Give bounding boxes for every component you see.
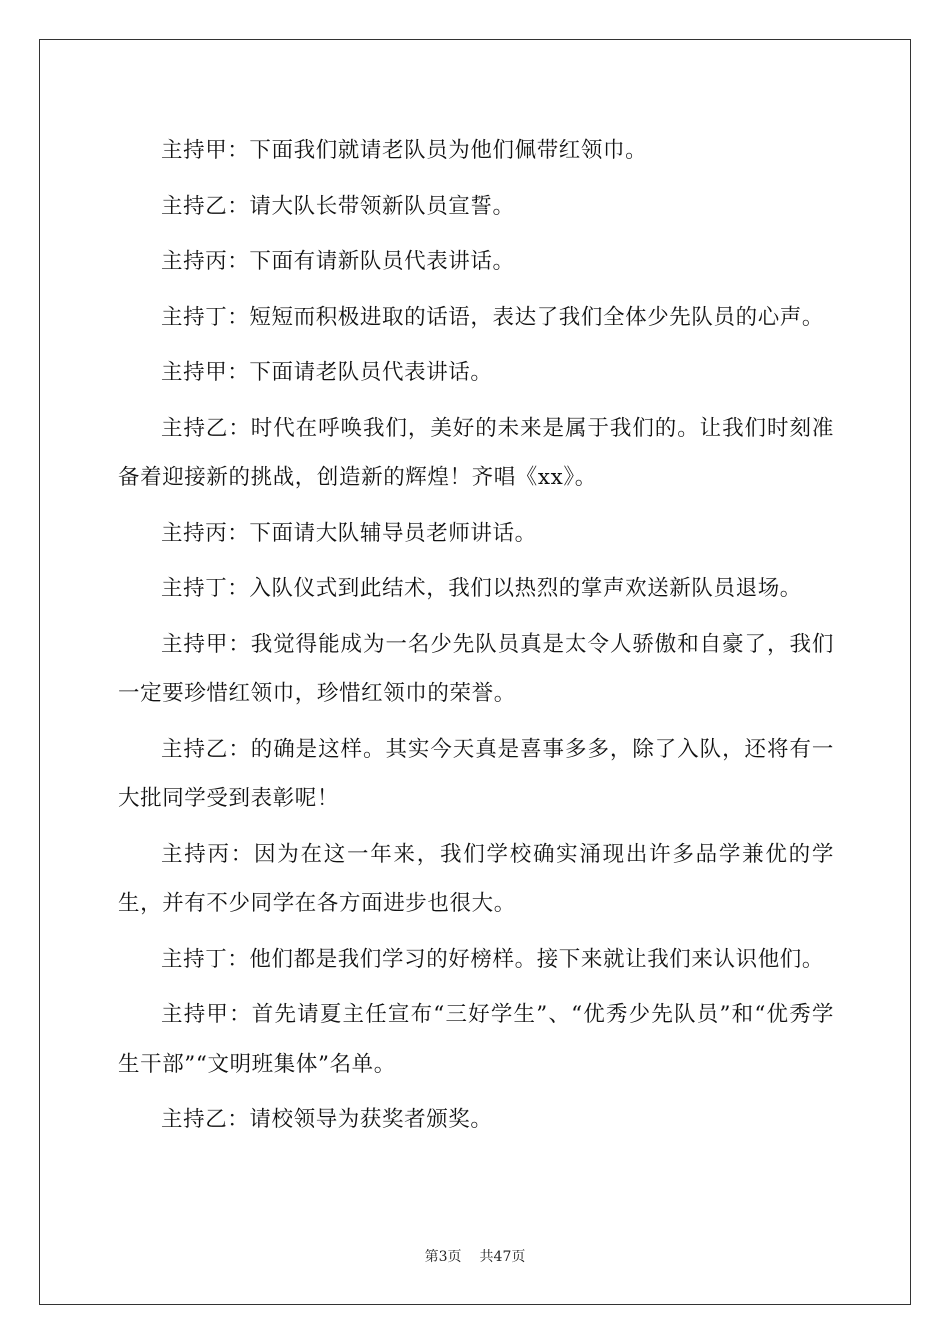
page-number: 第3页 bbox=[424, 1249, 462, 1265]
paragraph: 主持乙：时代在呼唤我们，美好的未来是属于我们的。让我们时刻准备着迎接新的挑战，创造新的辉煌！齐唱《xx》。 bbox=[118, 415, 834, 490]
paragraph: 主持丁：短短而积极进取的话语，表达了我们全体少先队员的心声。 bbox=[161, 304, 825, 330]
paragraph: 主持丙：下面请大队辅导员老师讲话。 bbox=[161, 520, 537, 546]
paragraph: 主持甲：我觉得能成为一名少先队员真是太令人骄傲和自豪了，我们一定要珍惜红领巾，珍惜红领巾的荣誉。 bbox=[118, 631, 834, 706]
paragraph: 主持丁：入队仪式到此结术，我们以热烈的掌声欢送新队员退场。 bbox=[161, 576, 802, 601]
document-body bbox=[118, 126, 834, 1151]
paragraph: 主持乙：请大队长带领新队员宣誓。 bbox=[161, 193, 515, 219]
paragraph: 主持乙：的确是这样。其实今天真是喜事多多，除了入队，还将有一大批同学受到表彰呢！ bbox=[118, 736, 834, 811]
paragraph: 主持甲：下面我们就请老队员为他们佩带红领巾。 bbox=[161, 138, 648, 163]
paragraph: 主持丁：他们都是我们学习的好榜样。接下来就让我们来认识他们。 bbox=[161, 946, 825, 972]
paragraph: 主持丙：因为在这一年来，我们学校确实涌现出许多品学兼优的学生，并有不少同学在各方面进步也很大。 bbox=[118, 841, 834, 916]
paragraph: 主持丙：下面有请新队员代表讲话。 bbox=[161, 249, 515, 274]
page-footer bbox=[0, 1246, 950, 1266]
paragraph: 主持甲：首先请夏主任宣布“三好学生”、“优秀少先队员”和“优秀学生干部”“文明班集体”名单。 bbox=[118, 1002, 834, 1077]
paragraph: 主持甲：下面请老队员代表讲话。 bbox=[161, 360, 493, 385]
total-pages: 共47页 bbox=[479, 1249, 526, 1265]
paragraph: 主持乙：请校领导为获奖者颁奖。 bbox=[161, 1107, 493, 1132]
